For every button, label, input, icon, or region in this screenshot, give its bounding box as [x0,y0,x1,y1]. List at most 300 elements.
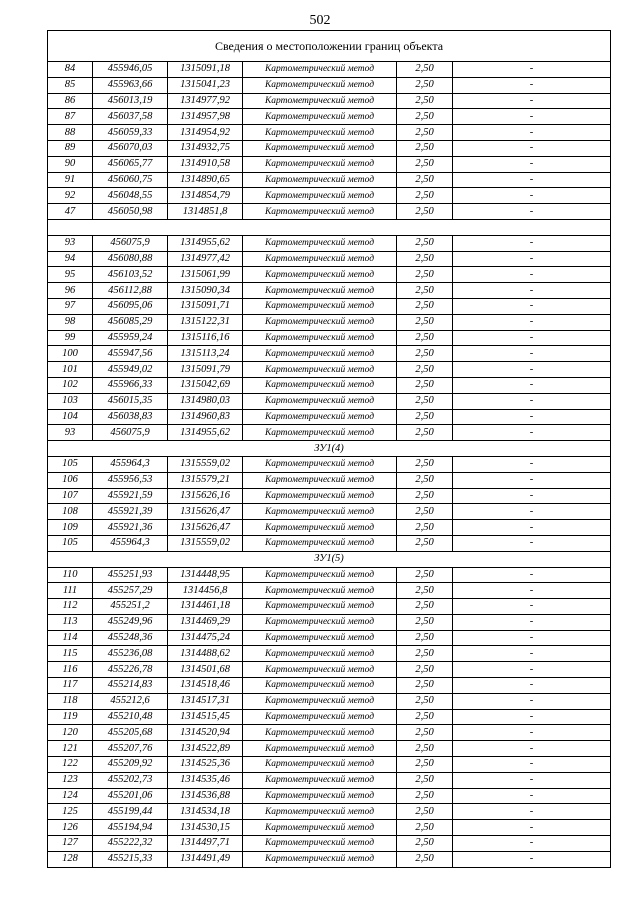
y-coordinate-cell: 1315122,31 [168,314,243,330]
x-coordinate-cell: 455966,33 [93,377,168,393]
method-cell: Картометрический метод [243,377,397,393]
table-row [48,599,611,615]
table-row [48,283,611,299]
x-coordinate-cell: 456112,88 [93,283,168,299]
point-number-cell: 115 [48,646,93,662]
point-number-cell: 94 [48,251,93,267]
note-cell: - [453,125,611,141]
method-cell: Картометрический метод [243,251,397,267]
table-row [48,362,611,378]
point-number-cell: 128 [48,851,93,867]
accuracy-cell: 2,50 [397,678,453,694]
table-row [48,836,611,852]
method-cell: Картометрический метод [243,583,397,599]
y-coordinate-cell: 1314456,8 [168,583,243,599]
point-number-cell: 100 [48,346,93,362]
accuracy-cell: 2,50 [397,836,453,852]
method-cell: Картометрический метод [243,662,397,678]
method-cell: Картометрический метод [243,362,397,378]
y-coordinate-cell: 1314932,75 [168,140,243,156]
table-row [48,377,611,393]
y-coordinate-cell: 1314518,46 [168,678,243,694]
note-cell: - [453,188,611,204]
point-number-cell: 104 [48,409,93,425]
note-cell: - [453,535,611,551]
point-number-cell: 126 [48,820,93,836]
note-cell: - [453,362,611,378]
x-coordinate-cell: 455236,08 [93,646,168,662]
point-number-cell: 125 [48,804,93,820]
note-cell: - [453,172,611,188]
note-cell: - [453,693,611,709]
accuracy-cell: 2,50 [397,93,453,109]
section-row [48,219,611,235]
x-coordinate-cell: 456059,33 [93,125,168,141]
x-coordinate-cell: 456103,52 [93,267,168,283]
note-cell: - [453,599,611,615]
y-coordinate-cell: 1315626,16 [168,488,243,504]
table-row [48,804,611,820]
point-number-cell: 106 [48,472,93,488]
point-number-cell: 98 [48,314,93,330]
point-number-cell: 109 [48,520,93,536]
note-cell: - [453,678,611,694]
x-coordinate-cell: 455921,59 [93,488,168,504]
method-cell: Картометрический метод [243,757,397,773]
point-number-cell: 47 [48,204,93,220]
table-row [48,298,611,314]
table-header-row [48,31,611,62]
x-coordinate-cell: 456060,75 [93,172,168,188]
note-cell: - [453,251,611,267]
y-coordinate-cell: 1315579,21 [168,472,243,488]
table-row [48,630,611,646]
accuracy-cell: 2,50 [397,346,453,362]
method-cell: Картометрический метод [243,346,397,362]
note-cell: - [453,456,611,472]
y-coordinate-cell: 1314491,49 [168,851,243,867]
y-coordinate-cell: 1315113,24 [168,346,243,362]
y-coordinate-cell: 1314957,98 [168,109,243,125]
accuracy-cell: 2,50 [397,709,453,725]
table-row [48,330,611,346]
x-coordinate-cell: 455201,06 [93,788,168,804]
note-cell: - [453,804,611,820]
x-coordinate-cell: 456095,06 [93,298,168,314]
accuracy-cell: 2,50 [397,314,453,330]
point-number-cell: 124 [48,788,93,804]
method-cell: Картометрический метод [243,851,397,867]
point-number-cell: 95 [48,267,93,283]
x-coordinate-cell: 456050,98 [93,204,168,220]
table-row [48,425,611,441]
accuracy-cell: 2,50 [397,725,453,741]
note-cell: - [453,298,611,314]
x-coordinate-cell: 455202,73 [93,772,168,788]
point-number-cell: 99 [48,330,93,346]
x-coordinate-cell: 455212,6 [93,693,168,709]
method-cell: Картометрический метод [243,804,397,820]
x-coordinate-cell: 455964,3 [93,535,168,551]
method-cell: Картометрический метод [243,62,397,78]
x-coordinate-cell: 455207,76 [93,741,168,757]
table-row [48,267,611,283]
method-cell: Картометрический метод [243,646,397,662]
point-number-cell: 90 [48,156,93,172]
x-coordinate-cell: 455257,29 [93,583,168,599]
x-coordinate-cell: 455251,93 [93,567,168,583]
point-number-cell: 120 [48,725,93,741]
note-cell: - [453,204,611,220]
y-coordinate-cell: 1314497,71 [168,836,243,852]
note-cell: - [453,741,611,757]
table-row [48,62,611,78]
note-cell: - [453,646,611,662]
y-coordinate-cell: 1315091,71 [168,298,243,314]
y-coordinate-cell: 1314980,03 [168,393,243,409]
table-row [48,251,611,267]
note-cell: - [453,235,611,251]
table-row [48,346,611,362]
method-cell: Картометрический метод [243,393,397,409]
method-cell: Картометрический метод [243,614,397,630]
point-number-cell: 86 [48,93,93,109]
method-cell: Картометрический метод [243,488,397,504]
x-coordinate-cell: 455209,92 [93,757,168,773]
y-coordinate-cell: 1314854,79 [168,188,243,204]
point-number-cell: 88 [48,125,93,141]
page-number: 502 [309,13,331,28]
y-coordinate-cell: 1315626,47 [168,504,243,520]
note-cell: - [453,330,611,346]
point-number-cell: 127 [48,836,93,852]
accuracy-cell: 2,50 [397,204,453,220]
section-row [48,551,611,567]
point-number-cell: 84 [48,62,93,78]
y-coordinate-cell: 1314910,58 [168,156,243,172]
point-number-cell: 121 [48,741,93,757]
x-coordinate-cell: 456070,03 [93,140,168,156]
method-cell: Картометрический метод [243,77,397,93]
note-cell: - [453,140,611,156]
x-coordinate-cell: 456015,35 [93,393,168,409]
point-number-cell: 119 [48,709,93,725]
note-cell: - [453,772,611,788]
y-coordinate-cell: 1314525,36 [168,757,243,773]
y-coordinate-cell: 1314475,24 [168,630,243,646]
section-label: ЗУ1(5) [48,551,611,567]
accuracy-cell: 2,50 [397,298,453,314]
point-number-cell: 112 [48,599,93,615]
note-cell: - [453,820,611,836]
note-cell: - [453,267,611,283]
accuracy-cell: 2,50 [397,520,453,536]
table-row [48,709,611,725]
table-row [48,93,611,109]
table-row [48,188,611,204]
method-cell: Картометрический метод [243,693,397,709]
note-cell: - [453,788,611,804]
x-coordinate-cell: 455249,96 [93,614,168,630]
method-cell: Картометрический метод [243,456,397,472]
x-coordinate-cell: 455210,48 [93,709,168,725]
accuracy-cell: 2,50 [397,646,453,662]
accuracy-cell: 2,50 [397,456,453,472]
table-title: Сведения о местоположении границ объекта [48,31,611,62]
note-cell: - [453,725,611,741]
point-number-cell: 116 [48,662,93,678]
boundary-table [47,30,611,868]
y-coordinate-cell: 1315042,69 [168,377,243,393]
method-cell: Картометрический метод [243,109,397,125]
note-cell: - [453,662,611,678]
y-coordinate-cell: 1314535,46 [168,772,243,788]
note-cell: - [453,409,611,425]
note-cell: - [453,77,611,93]
note-cell: - [453,283,611,299]
table-row [48,156,611,172]
y-coordinate-cell: 1314520,94 [168,725,243,741]
x-coordinate-cell: 456085,29 [93,314,168,330]
point-number-cell: 110 [48,567,93,583]
method-cell: Картометрический метод [243,235,397,251]
point-number-cell: 108 [48,504,93,520]
table-row [48,678,611,694]
accuracy-cell: 2,50 [397,409,453,425]
x-coordinate-cell: 455226,78 [93,662,168,678]
accuracy-cell: 2,50 [397,125,453,141]
x-coordinate-cell: 455222,32 [93,836,168,852]
method-cell: Картометрический метод [243,567,397,583]
method-cell: Картометрический метод [243,630,397,646]
method-cell: Картометрический метод [243,472,397,488]
point-number-cell: 85 [48,77,93,93]
note-cell: - [453,472,611,488]
table-row [48,204,611,220]
accuracy-cell: 2,50 [397,472,453,488]
y-coordinate-cell: 1314488,62 [168,646,243,662]
note-cell: - [453,346,611,362]
point-number-cell: 102 [48,377,93,393]
accuracy-cell: 2,50 [397,693,453,709]
y-coordinate-cell: 1314534,18 [168,804,243,820]
note-cell: - [453,836,611,852]
x-coordinate-cell: 455947,56 [93,346,168,362]
y-coordinate-cell: 1314469,29 [168,614,243,630]
x-coordinate-cell: 455215,33 [93,851,168,867]
x-coordinate-cell: 455205,68 [93,725,168,741]
note-cell: - [453,504,611,520]
accuracy-cell: 2,50 [397,140,453,156]
table-row [48,125,611,141]
table-row [48,535,611,551]
y-coordinate-cell: 1314890,65 [168,172,243,188]
accuracy-cell: 2,50 [397,235,453,251]
method-cell: Картометрический метод [243,504,397,520]
method-cell: Картометрический метод [243,741,397,757]
method-cell: Картометрический метод [243,283,397,299]
accuracy-cell: 2,50 [397,804,453,820]
point-number-cell: 103 [48,393,93,409]
y-coordinate-cell: 1315091,18 [168,62,243,78]
y-coordinate-cell: 1315091,79 [168,362,243,378]
y-coordinate-cell: 1314977,42 [168,251,243,267]
y-coordinate-cell: 1314955,62 [168,235,243,251]
y-coordinate-cell: 1314536,88 [168,788,243,804]
accuracy-cell: 2,50 [397,741,453,757]
table-row [48,393,611,409]
point-number-cell: 111 [48,583,93,599]
x-coordinate-cell: 455956,53 [93,472,168,488]
method-cell: Картометрический метод [243,820,397,836]
x-coordinate-cell: 455964,3 [93,456,168,472]
note-cell: - [453,851,611,867]
note-cell: - [453,393,611,409]
method-cell: Картометрический метод [243,204,397,220]
note-cell: - [453,567,611,583]
method-cell: Картометрический метод [243,678,397,694]
accuracy-cell: 2,50 [397,599,453,615]
x-coordinate-cell: 456013,19 [93,93,168,109]
x-coordinate-cell: 455248,36 [93,630,168,646]
accuracy-cell: 2,50 [397,330,453,346]
note-cell: - [453,425,611,441]
accuracy-cell: 2,50 [397,251,453,267]
note-cell: - [453,583,611,599]
y-coordinate-cell: 1314461,18 [168,599,243,615]
method-cell: Картометрический метод [243,93,397,109]
note-cell: - [453,93,611,109]
point-number-cell: 113 [48,614,93,630]
accuracy-cell: 2,50 [397,488,453,504]
y-coordinate-cell: 1314501,68 [168,662,243,678]
point-number-cell: 105 [48,456,93,472]
note-cell: - [453,520,611,536]
note-cell: - [453,488,611,504]
table-row [48,725,611,741]
method-cell: Картометрический метод [243,520,397,536]
point-number-cell: 101 [48,362,93,378]
section-label: ЗУ1(4) [48,441,611,457]
point-number-cell: 93 [48,425,93,441]
table-row [48,140,611,156]
x-coordinate-cell: 456065,77 [93,156,168,172]
point-number-cell: 96 [48,283,93,299]
accuracy-cell: 2,50 [397,757,453,773]
y-coordinate-cell: 1314530,15 [168,820,243,836]
accuracy-cell: 2,50 [397,788,453,804]
method-cell: Картометрический метод [243,409,397,425]
point-number-cell: 123 [48,772,93,788]
method-cell: Картометрический метод [243,298,397,314]
method-cell: Картометрический метод [243,535,397,551]
y-coordinate-cell: 1314960,83 [168,409,243,425]
point-number-cell: 117 [48,678,93,694]
note-cell: - [453,709,611,725]
x-coordinate-cell: 455946,05 [93,62,168,78]
method-cell: Картометрический метод [243,172,397,188]
method-cell: Картометрический метод [243,725,397,741]
note-cell: - [453,377,611,393]
x-coordinate-cell: 455963,66 [93,77,168,93]
x-coordinate-cell: 456075,9 [93,425,168,441]
x-coordinate-cell: 455214,83 [93,678,168,694]
x-coordinate-cell: 456048,55 [93,188,168,204]
method-cell: Картометрический метод [243,599,397,615]
method-cell: Картометрический метод [243,125,397,141]
note-cell: - [453,62,611,78]
point-number-cell: 122 [48,757,93,773]
accuracy-cell: 2,50 [397,267,453,283]
table-row [48,693,611,709]
x-coordinate-cell: 455949,02 [93,362,168,378]
y-coordinate-cell: 1315626,47 [168,520,243,536]
method-cell: Картометрический метод [243,156,397,172]
method-cell: Картометрический метод [243,314,397,330]
accuracy-cell: 2,50 [397,172,453,188]
y-coordinate-cell: 1314954,92 [168,125,243,141]
table-row [48,314,611,330]
point-number-cell: 87 [48,109,93,125]
accuracy-cell: 2,50 [397,362,453,378]
table-row [48,109,611,125]
note-cell: - [453,109,611,125]
x-coordinate-cell: 455921,36 [93,520,168,536]
accuracy-cell: 2,50 [397,77,453,93]
y-coordinate-cell: 1315090,34 [168,283,243,299]
accuracy-cell: 2,50 [397,393,453,409]
table-row [48,583,611,599]
method-cell: Картометрический метод [243,330,397,346]
table-row [48,741,611,757]
y-coordinate-cell: 1314955,62 [168,425,243,441]
method-cell: Картометрический метод [243,709,397,725]
x-coordinate-cell: 456075,9 [93,235,168,251]
note-cell: - [453,156,611,172]
accuracy-cell: 2,50 [397,425,453,441]
table-row [48,820,611,836]
y-coordinate-cell: 1315559,02 [168,535,243,551]
table-row [48,772,611,788]
y-coordinate-cell: 1314977,92 [168,93,243,109]
table-row [48,409,611,425]
x-coordinate-cell: 456080,88 [93,251,168,267]
x-coordinate-cell: 455194,94 [93,820,168,836]
accuracy-cell: 2,50 [397,283,453,299]
point-number-cell: 105 [48,535,93,551]
y-coordinate-cell: 1314515,45 [168,709,243,725]
point-number-cell: 97 [48,298,93,314]
table-row [48,488,611,504]
y-coordinate-cell: 1314448,95 [168,567,243,583]
accuracy-cell: 2,50 [397,188,453,204]
x-coordinate-cell: 456037,58 [93,109,168,125]
x-coordinate-cell: 455251,2 [93,599,168,615]
method-cell: Картометрический метод [243,772,397,788]
table-row [48,456,611,472]
table-row [48,172,611,188]
table-row [48,614,611,630]
table-row [48,235,611,251]
method-cell: Картометрический метод [243,267,397,283]
table-row [48,520,611,536]
accuracy-cell: 2,50 [397,772,453,788]
point-number-cell: 92 [48,188,93,204]
accuracy-cell: 2,50 [397,377,453,393]
method-cell: Картометрический метод [243,188,397,204]
table-row [48,646,611,662]
section-label [48,219,611,235]
